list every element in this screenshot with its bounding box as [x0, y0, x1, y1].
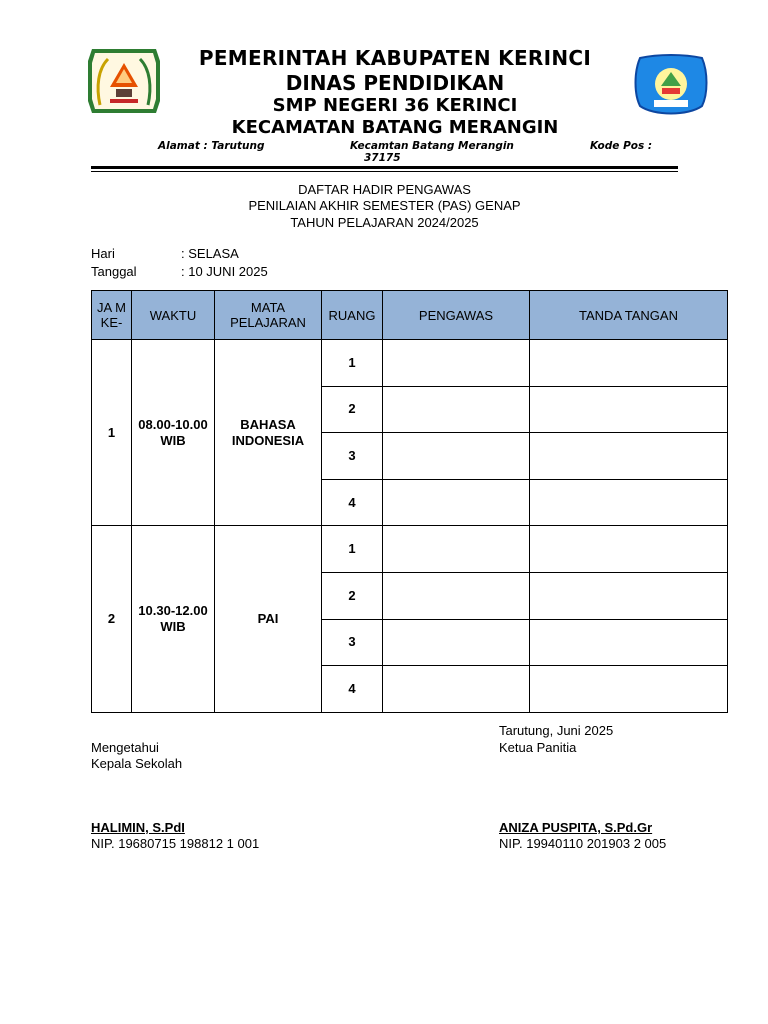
date-label: Tanggal — [91, 264, 137, 279]
attendance-table — [91, 290, 728, 713]
kerinci-regency-emblem-icon — [86, 47, 162, 115]
doc-academic-year: TAHUN PELAJARAN 2024/2025 — [290, 215, 479, 230]
date-value: : 10 JUNI 2025 — [181, 264, 268, 279]
room-number: 2 — [322, 572, 383, 619]
header-mapel: MATA PELAJARAN — [215, 291, 322, 340]
day-label: Hari — [91, 246, 115, 261]
supervisor-cell[interactable] — [383, 386, 530, 433]
header-subdistrict: Kecamtan Batang Merangin — [350, 140, 514, 152]
signature-cell[interactable] — [530, 526, 728, 573]
session-number: 1 — [92, 340, 132, 526]
header-waktu: WAKTU — [132, 291, 215, 340]
supervisor-cell[interactable] — [383, 340, 530, 387]
signature-cell[interactable] — [530, 666, 728, 713]
header-agency-name: DINAS PENDIDIKAN — [285, 71, 505, 95]
supervisor-cell[interactable] — [383, 619, 530, 666]
place-date: Tarutung, Juni 2025 — [499, 723, 614, 738]
room-number: 2 — [322, 386, 383, 433]
signature-cell[interactable] — [530, 433, 728, 480]
header-pengawas: PENGAWAS — [383, 291, 530, 340]
header-government-name: PEMERINTAH KABUPATEN KERINCI — [198, 46, 592, 70]
committee-chair-label: Ketua Panitia — [499, 740, 577, 755]
session-subject: PAI — [215, 526, 322, 712]
room-number: 4 — [322, 479, 383, 526]
doc-title: DAFTAR HADIR PENGAWAS — [298, 182, 471, 197]
session-number: 2 — [92, 526, 132, 712]
supervisor-cell[interactable] — [383, 479, 530, 526]
signature-cell[interactable] — [530, 386, 728, 433]
header-ruang: RUANG — [322, 291, 383, 340]
header-postcode-label: Kode Pos : — [590, 140, 653, 152]
principal-nip: NIP. 19680715 198812 1 001 — [91, 836, 260, 851]
principal-label: Kepala Sekolah — [91, 756, 183, 771]
header-tanda-tangan: TANDA TANGAN — [530, 291, 728, 340]
session-subject: BAHASA INDONESIA — [215, 340, 322, 526]
session-time: 10.30-12.00 WIB — [132, 526, 215, 712]
header-district-name: KECAMATAN BATANG MERANGIN — [231, 117, 559, 138]
table-row — [92, 340, 728, 387]
session-time: 08.00-10.00 WIB — [132, 340, 215, 526]
table-row — [92, 526, 728, 573]
room-number: 3 — [322, 619, 383, 666]
room-number: 4 — [322, 666, 383, 713]
header-jam: JA M KE- — [92, 291, 132, 340]
header-divider-thin — [91, 171, 678, 172]
principal-name: HALIMIN, S.PdI — [91, 820, 185, 835]
table-header-row — [92, 291, 728, 340]
header-address: Alamat : Tarutung — [158, 140, 265, 152]
acknowledgement-label: Mengetahui — [91, 740, 159, 755]
committee-chair-name: ANIZA PUSPITA, S.Pd.Gr — [499, 820, 653, 835]
committee-chair-nip: NIP. 19940110 201903 2 005 — [499, 836, 667, 851]
signature-cell[interactable] — [530, 340, 728, 387]
supervisor-cell[interactable] — [383, 666, 530, 713]
header-divider-thick — [91, 166, 678, 169]
room-number: 1 — [322, 340, 383, 387]
day-value: : SELASA — [181, 246, 239, 261]
room-number: 1 — [322, 526, 383, 573]
supervisor-cell[interactable] — [383, 572, 530, 619]
room-number: 3 — [322, 433, 383, 480]
signature-cell[interactable] — [530, 479, 728, 526]
supervisor-cell[interactable] — [383, 526, 530, 573]
school-emblem-icon — [632, 54, 710, 118]
header-school-name: SMP NEGERI 36 KERINCI — [272, 95, 518, 116]
doc-subtitle: PENILAIAN AKHIR SEMESTER (PAS) GENAP — [248, 198, 521, 213]
signature-cell[interactable] — [530, 619, 728, 666]
header-postcode: 37175 — [364, 152, 401, 164]
supervisor-cell[interactable] — [383, 433, 530, 480]
signature-cell[interactable] — [530, 572, 728, 619]
